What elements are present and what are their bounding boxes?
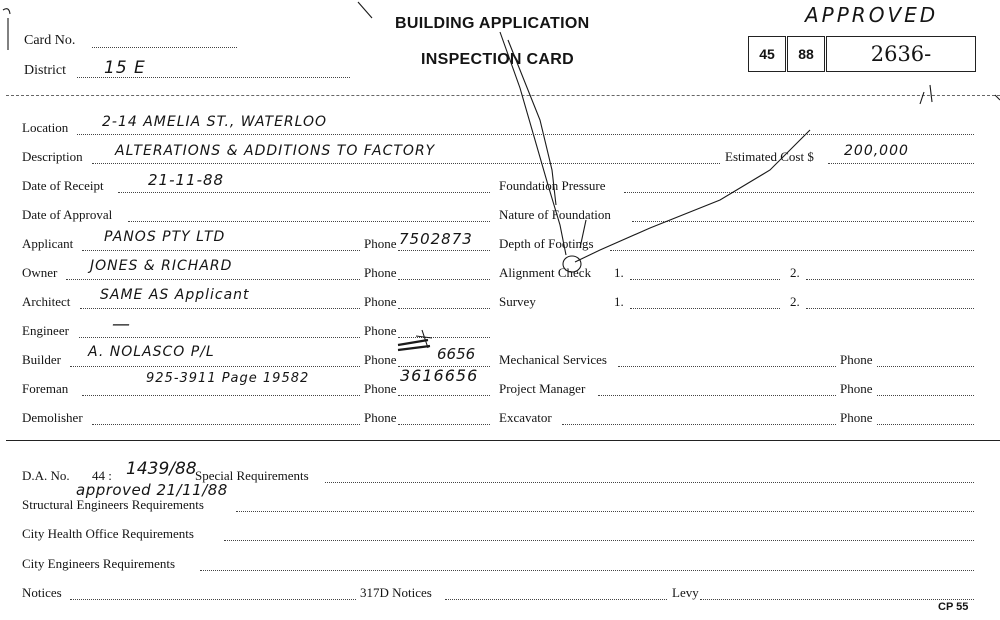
title-line-2: INSPECTION CARD bbox=[421, 51, 574, 68]
health-requirements-label: City Health Office Requirements bbox=[22, 526, 194, 541]
owner-label: Owner bbox=[22, 265, 58, 280]
svg-text:6656: 6656 bbox=[437, 345, 476, 363]
architect-phone-label: Phone bbox=[364, 294, 397, 309]
pen-stroke-c bbox=[575, 130, 810, 262]
demolisher-label: Demolisher bbox=[22, 410, 83, 425]
estimated-cost-value: 200,000 bbox=[844, 143, 909, 159]
project-manager-phone-label: Phone bbox=[840, 381, 873, 396]
da-no-value: 1439/88 bbox=[126, 459, 197, 479]
nature-foundation-label: Nature of Foundation bbox=[499, 207, 611, 222]
owner-phone-label: Phone bbox=[364, 265, 397, 280]
survey-num-2: 2. bbox=[790, 294, 800, 309]
builder-label: Builder bbox=[22, 352, 61, 367]
edge-mark bbox=[995, 95, 1000, 100]
special-requirements-label: Special Requirements bbox=[195, 468, 309, 483]
alignment-check-num-1: 1. bbox=[614, 265, 624, 280]
project-manager-label: Project Manager bbox=[499, 381, 586, 396]
card-no-label: Card No. bbox=[24, 33, 76, 48]
approved-stamp: APPROVED bbox=[805, 3, 939, 27]
owner-value: JONES & RICHARD bbox=[90, 258, 233, 274]
pen-stroke-a bbox=[500, 32, 566, 255]
architect-value: SAME AS Applicant bbox=[100, 287, 250, 303]
foundation-pressure-label: Foundation Pressure bbox=[499, 178, 606, 193]
engineer-label: Engineer bbox=[22, 323, 69, 338]
da-no-label: D.A. No. bbox=[22, 468, 70, 483]
location-label: Location bbox=[22, 120, 69, 135]
foreman-label: Foreman bbox=[22, 381, 69, 396]
applicant-phone-label: Phone bbox=[364, 236, 397, 251]
foreman-phone-label: Phone bbox=[364, 381, 397, 396]
demolisher-phone-label: Phone bbox=[364, 410, 397, 425]
description-label: Description bbox=[22, 149, 83, 164]
builder-value: A. NOLASCO P/L bbox=[88, 344, 215, 360]
city-engineers-requirements-label: City Engineers Requirements bbox=[22, 556, 176, 571]
mechanical-services-label: Mechanical Services bbox=[499, 352, 607, 367]
applicant-phone-value: 7502873 bbox=[399, 230, 473, 248]
alignment-check-label: Alignment Check bbox=[499, 265, 592, 280]
applicant-value: PANOS PTY LTD bbox=[104, 229, 226, 245]
da-approved-note: approved 21/11/88 bbox=[76, 481, 228, 499]
form-code: CP 55 bbox=[938, 601, 969, 613]
pen-stroke-b bbox=[508, 40, 556, 205]
pen-stroke-d bbox=[580, 220, 586, 248]
card-number-box-3: 2636- bbox=[826, 36, 976, 72]
builder-phone-value: 3616656 bbox=[400, 366, 479, 385]
builder-phone-strike bbox=[398, 340, 430, 350]
description-value: ALTERATIONS & ADDITIONS TO FACTORY bbox=[115, 143, 436, 159]
margin-mark-curl bbox=[3, 9, 10, 14]
levy-label: Levy bbox=[672, 585, 699, 600]
applicant-label: Applicant bbox=[22, 236, 74, 251]
excavator-phone-label: Phone bbox=[840, 410, 873, 425]
district-value: 15 E bbox=[104, 58, 146, 78]
card-number-box-1: 45 bbox=[748, 36, 786, 72]
estimated-cost-label: Estimated Cost $ bbox=[725, 149, 814, 164]
notices-317d-label: 317D Notices bbox=[360, 585, 432, 600]
survey-num-1: 1. bbox=[614, 294, 624, 309]
builder-phone-label: Phone bbox=[364, 352, 397, 367]
foreman-value: 925-3911 Page 19582 bbox=[146, 371, 310, 386]
title-line-1: BUILDING APPLICATION bbox=[395, 15, 590, 32]
date-receipt-label: Date of Receipt bbox=[22, 178, 104, 193]
card-number-box-2: 88 bbox=[787, 36, 825, 72]
alignment-check-num-2: 2. bbox=[790, 265, 800, 280]
architect-label: Architect bbox=[22, 294, 71, 309]
da-no-prefix: 44 : bbox=[92, 468, 112, 483]
date-approval-label: Date of Approval bbox=[22, 207, 113, 222]
engineer-phone-label: Phone bbox=[364, 323, 397, 338]
survey-label: Survey bbox=[499, 294, 536, 309]
excavator-label: Excavator bbox=[499, 410, 552, 425]
structural-requirements-label: Structural Engineers Requirements bbox=[22, 497, 204, 512]
district-label: District bbox=[24, 63, 66, 78]
notices-label: Notices bbox=[22, 585, 62, 600]
margin-mark-right bbox=[920, 85, 932, 104]
mechanical-phone-label: Phone bbox=[840, 352, 873, 367]
location-value: 2-14 AMELIA ST., WATERLOO bbox=[102, 114, 328, 130]
pen-tick-top bbox=[358, 2, 372, 18]
date-receipt-value: 21-11-88 bbox=[148, 171, 225, 189]
pen-loop bbox=[563, 256, 581, 272]
engineer-value: — bbox=[112, 314, 131, 335]
depth-footings-label: Depth of Footings bbox=[499, 236, 594, 251]
